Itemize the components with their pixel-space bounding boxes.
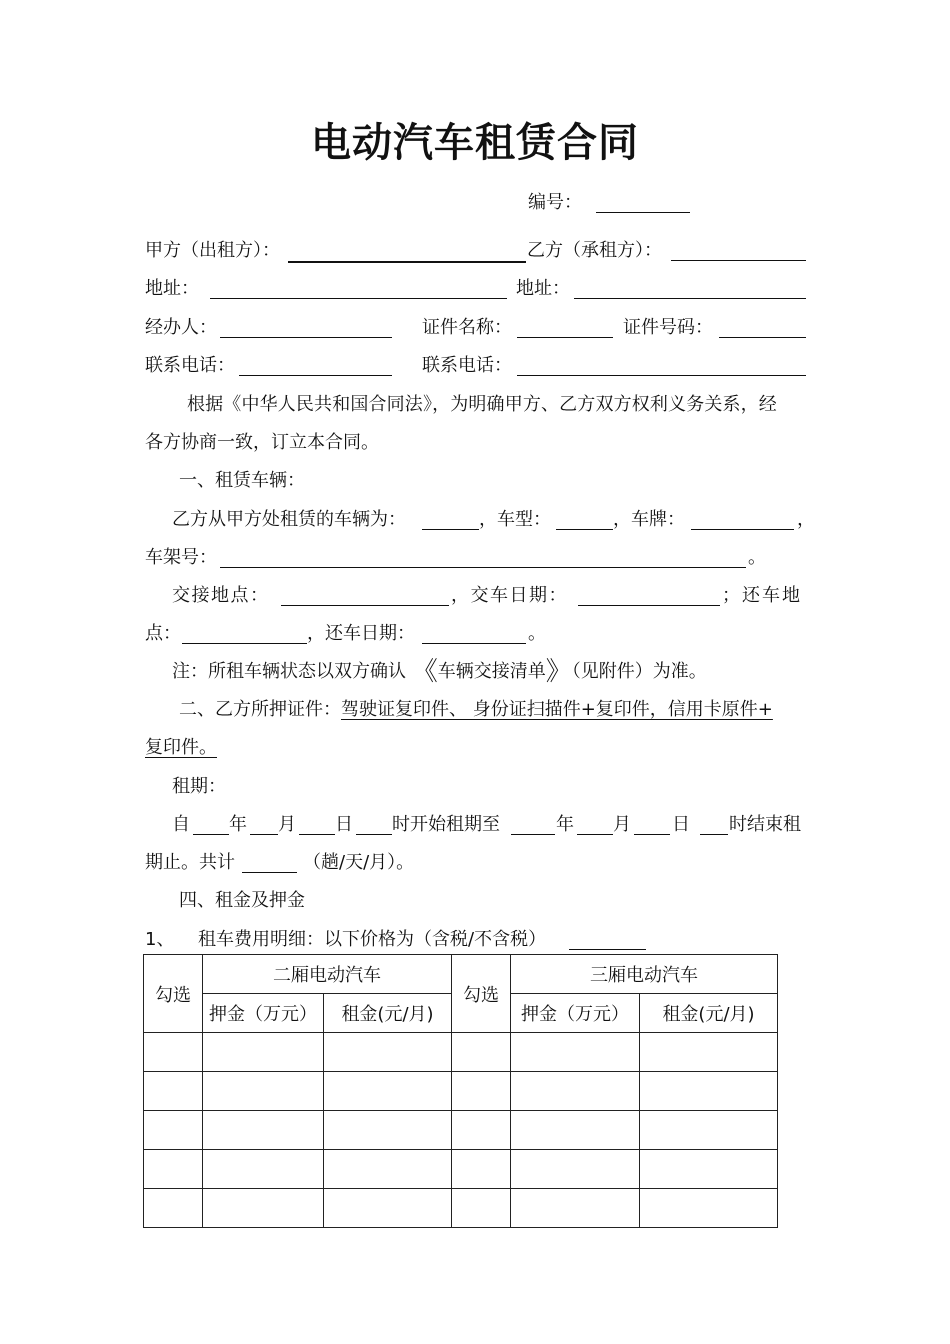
- term-start-hour: 时开始租期至: [392, 814, 500, 835]
- pledged-docs-line1: 驾驶证复印件、 身份证扫描件+复印件，信用卡原件+: [341, 699, 773, 720]
- return-date-label: ，还车日期：: [307, 623, 415, 644]
- term-from: 自: [172, 814, 190, 835]
- select-cell[interactable]: [144, 1111, 203, 1150]
- rent-cell[interactable]: [324, 1072, 452, 1111]
- address-a-field[interactable]: [210, 298, 507, 299]
- phone-a-label: 联系电话：: [145, 355, 235, 376]
- frame-period: 。: [748, 547, 766, 568]
- address-b-label: 地址：: [516, 278, 570, 299]
- deposit-cell[interactable]: [203, 1150, 324, 1189]
- select-cell[interactable]: [144, 1033, 203, 1072]
- plate-comma: ，: [797, 509, 815, 530]
- phone-a-field[interactable]: [239, 375, 392, 376]
- tax-field[interactable]: [569, 949, 646, 950]
- deposit-header-1: 押金（万元）: [203, 994, 324, 1033]
- term-year-1: 年: [229, 814, 247, 835]
- select-cell[interactable]: [452, 1111, 511, 1150]
- plate-label: ，车牌：: [613, 509, 685, 530]
- phone-b-field[interactable]: [517, 375, 806, 376]
- intro-paragraph-line2: 各方协商一致，订立本合同。: [145, 432, 379, 453]
- return-place-label: ；还车地: [722, 585, 802, 606]
- start-month-field[interactable]: [250, 834, 278, 835]
- pickup-place-field[interactable]: [281, 605, 449, 606]
- rent-cell[interactable]: [324, 1189, 452, 1228]
- agent-label: 经办人：: [145, 317, 217, 338]
- deposit-cell[interactable]: [203, 1189, 324, 1228]
- term-total-unit: （趟/天/月）。: [303, 852, 415, 873]
- deposit-header-2: 押金（万元）: [511, 994, 640, 1033]
- select-cell[interactable]: [452, 1189, 511, 1228]
- id-number-field[interactable]: [719, 337, 806, 338]
- rent-cell[interactable]: [640, 1189, 778, 1228]
- phone-b-label: 联系电话：: [422, 355, 512, 376]
- agent-field[interactable]: [220, 337, 392, 338]
- table-row: [144, 1033, 778, 1072]
- deposit-cell[interactable]: [511, 1189, 640, 1228]
- section3-heading: 租期：: [172, 776, 226, 797]
- rent-cell[interactable]: [324, 1033, 452, 1072]
- plate-field[interactable]: [691, 529, 794, 530]
- deposit-cell[interactable]: [511, 1033, 640, 1072]
- term-month-1: 月: [278, 814, 296, 835]
- table-row: [144, 1072, 778, 1111]
- section4-heading: 四、租金及押金: [179, 890, 305, 911]
- rent-cell[interactable]: [324, 1111, 452, 1150]
- table-row: [144, 1111, 778, 1150]
- deposit-cell[interactable]: [511, 1150, 640, 1189]
- rent-cell[interactable]: [640, 1111, 778, 1150]
- deposit-cell[interactable]: [511, 1072, 640, 1111]
- rent-cell[interactable]: [324, 1150, 452, 1189]
- rent-cell[interactable]: [640, 1033, 778, 1072]
- section1-heading: 一、租赁车辆：: [179, 470, 305, 491]
- return-date-field[interactable]: [422, 643, 526, 644]
- deposit-cell[interactable]: [203, 1111, 324, 1150]
- fee-table: [143, 954, 778, 1228]
- rent-header-2: 租金(元/月): [640, 994, 778, 1033]
- model-label: ，车型：: [479, 509, 551, 530]
- select-header-1: 勾选: [144, 955, 203, 1033]
- vehicle-field[interactable]: [422, 529, 479, 530]
- pickup-place-label: 交接地点：: [172, 585, 270, 606]
- address-a-label: 地址：: [145, 278, 199, 299]
- rent-cell[interactable]: [640, 1072, 778, 1111]
- note-bracket-close: 》: [545, 657, 572, 687]
- term-total-field[interactable]: [242, 872, 297, 873]
- end-hour-field[interactable]: [700, 834, 728, 835]
- group2-header: 三厢电动汽车: [511, 955, 778, 994]
- start-day-field[interactable]: [299, 834, 335, 835]
- fee-item-number: 1、: [145, 929, 175, 950]
- note-doc-name: 车辆交接清单: [437, 661, 546, 682]
- vehicle-note: [172, 657, 707, 687]
- rent-cell[interactable]: [640, 1150, 778, 1189]
- party-b-field[interactable]: [671, 260, 806, 261]
- table-row: [144, 1150, 778, 1189]
- select-cell[interactable]: [452, 1072, 511, 1111]
- term-month-2: 月: [613, 814, 631, 835]
- page-title: 电动汽车租赁合同: [311, 120, 639, 166]
- section2-line1: [179, 698, 773, 722]
- return-place-cont: 点：: [145, 623, 181, 644]
- party-a-field[interactable]: [288, 261, 526, 263]
- term-end-hour: 时结束租: [729, 814, 801, 835]
- fee-item-text: 租车费用明细：以下价格为（含税/不含税）: [198, 929, 547, 950]
- pickup-date-label: ，交车日期：: [451, 585, 568, 606]
- select-header-2: 勾选: [452, 955, 511, 1033]
- group1-header: 二厢电动汽车: [203, 955, 452, 994]
- id-number-label: 证件号码：: [623, 317, 713, 338]
- term-year-2: 年: [556, 814, 574, 835]
- pledged-docs-line2: 复印件。: [145, 737, 217, 758]
- note-bracket-open: 《: [411, 657, 438, 687]
- start-hour-field[interactable]: [356, 834, 392, 835]
- id-name-field[interactable]: [517, 337, 613, 338]
- end-day-field[interactable]: [634, 834, 670, 835]
- id-name-label: 证件名称：: [422, 317, 512, 338]
- frame-label: 车架号：: [145, 547, 217, 568]
- start-year-field[interactable]: [193, 834, 229, 835]
- select-cell[interactable]: [144, 1189, 203, 1228]
- term-day-2: 日: [672, 814, 690, 835]
- intro-paragraph-line1: 根据《中华人民共和国合同法》，为明确甲方、乙方双方权利义务关系，经: [187, 394, 777, 415]
- end-month-field[interactable]: [577, 834, 613, 835]
- party-a-label: 甲方（出租方）：: [145, 240, 280, 261]
- return-place-field[interactable]: [182, 643, 307, 644]
- end-year-field[interactable]: [511, 834, 555, 835]
- party-b-label: 乙方（承租方）：: [527, 240, 662, 261]
- select-cell[interactable]: [452, 1033, 511, 1072]
- pickup-date-field[interactable]: [578, 605, 720, 606]
- vehicle-prefix: 乙方从甲方处租赁的车辆为：: [172, 509, 406, 530]
- select-cell[interactable]: [452, 1150, 511, 1189]
- section2-heading: 二、乙方所押证件：: [179, 699, 341, 720]
- deposit-cell[interactable]: [203, 1072, 324, 1111]
- deposit-cell[interactable]: [511, 1111, 640, 1150]
- contract-number-field[interactable]: [596, 212, 690, 213]
- term-total-label: 期止。共计: [145, 852, 235, 873]
- select-cell[interactable]: [144, 1150, 203, 1189]
- table-row: [144, 1189, 778, 1228]
- note-prefix: 注：所租车辆状态以双方确认: [172, 661, 406, 682]
- return-date-period: 。: [528, 623, 546, 644]
- note-suffix: （见附件）为准。: [571, 661, 707, 682]
- frame-field[interactable]: [220, 567, 746, 568]
- contract-number-label: 编号：: [528, 192, 582, 213]
- rent-header-1: 租金(元/月): [324, 994, 452, 1033]
- deposit-cell[interactable]: [203, 1033, 324, 1072]
- address-b-field[interactable]: [574, 298, 806, 299]
- term-day-1: 日: [335, 814, 353, 835]
- model-field[interactable]: [556, 529, 613, 530]
- select-cell[interactable]: [144, 1072, 203, 1111]
